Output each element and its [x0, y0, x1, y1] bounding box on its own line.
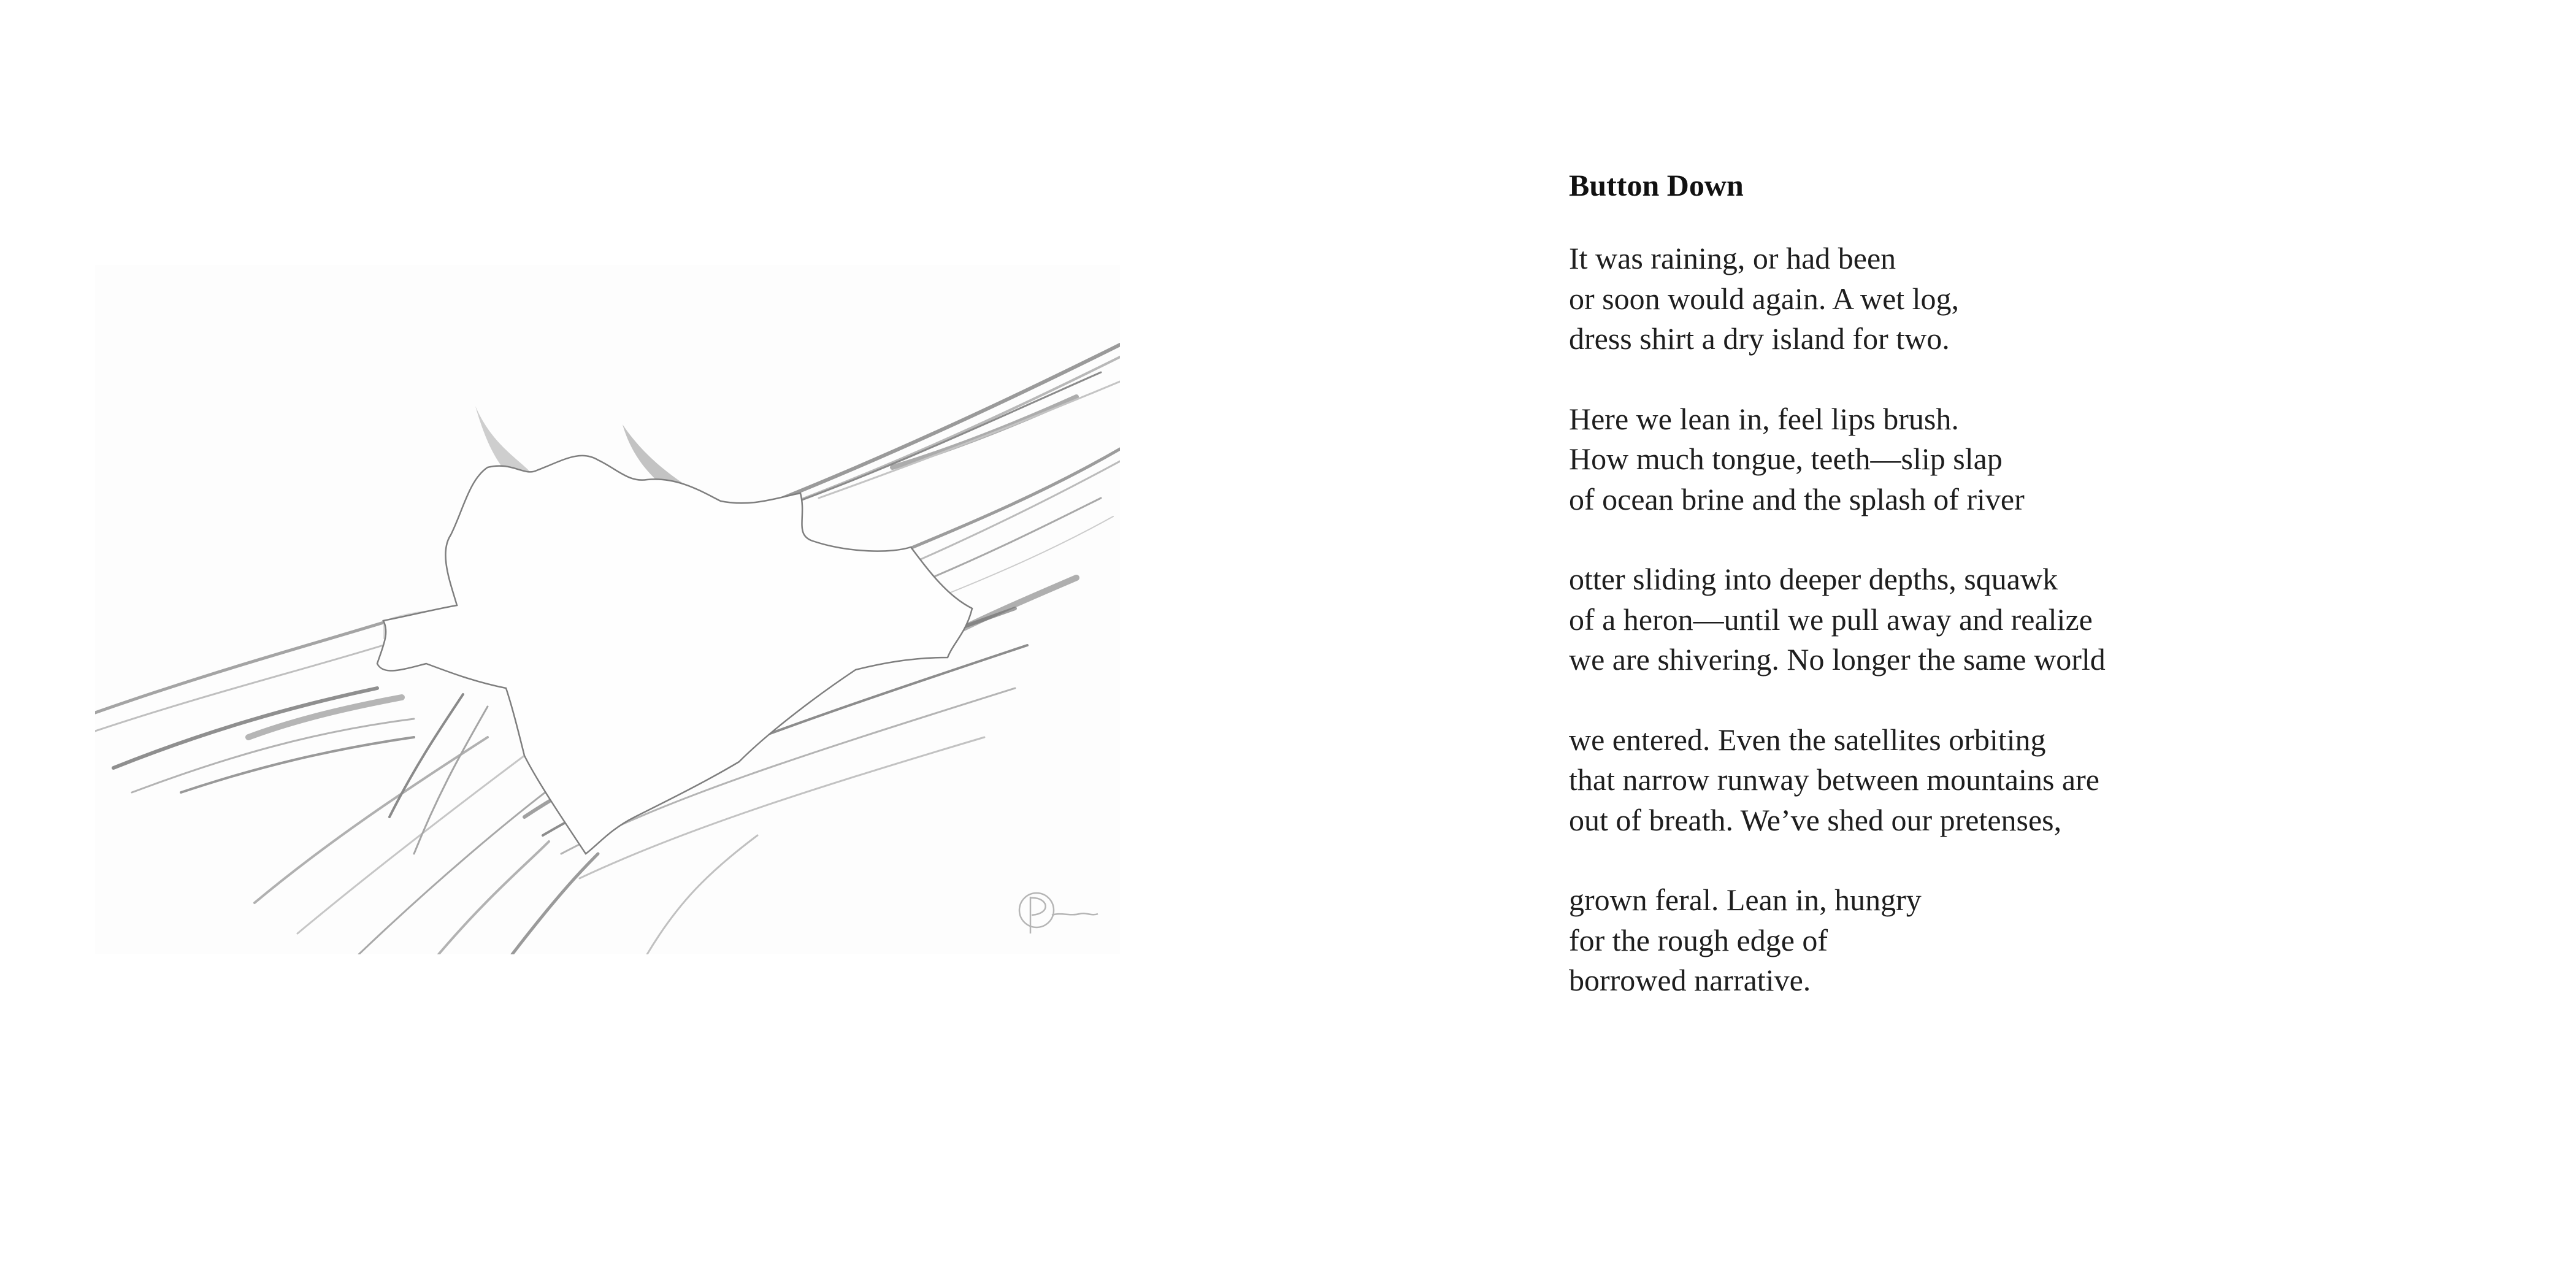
- poem: [1569, 158, 2366, 1041]
- poem-line: that narrow runway between mountains are: [1569, 762, 2099, 797]
- poem-line: grown feral. Lean in, hungry: [1569, 883, 1922, 917]
- stanza-3: [1569, 559, 2366, 680]
- poem-line: of ocean brine and the splash of river: [1569, 481, 2025, 516]
- poem-line: we entered. Even the satellites orbiting: [1569, 722, 2046, 757]
- poem-line: of a heron—until we pull away and realize: [1569, 602, 2093, 637]
- pencil-drawing-illustration: [95, 265, 1120, 954]
- poem-line: It was raining, or had been: [1569, 241, 1896, 275]
- poem-line: How much tongue, teeth—slip slap: [1569, 442, 2003, 476]
- stanza-1: [1569, 239, 2366, 359]
- poem-line: borrowed narrative.: [1569, 963, 1811, 997]
- stanza-5: [1569, 880, 2366, 1001]
- poem-line: we are shivering. No longer the same world: [1569, 642, 2106, 677]
- poem-line: otter sliding into deeper depths, squawk: [1569, 562, 2058, 596]
- poem-line: Here we lean in, feel lips brush.: [1569, 401, 1959, 436]
- poem-line: or soon would again. A wet log,: [1569, 281, 1960, 316]
- poem-title: Button Down: [1569, 168, 1744, 202]
- stanza-2: [1569, 399, 2366, 520]
- poem-line: for the rough edge of: [1569, 922, 1828, 957]
- poem-line: out of breath. We’ve shed our pretenses,: [1569, 802, 2062, 837]
- driftwood-drawing-svg: [95, 265, 1120, 954]
- poem-line: dress shirt a dry island for two.: [1569, 321, 1950, 356]
- stanza-4: [1569, 720, 2366, 841]
